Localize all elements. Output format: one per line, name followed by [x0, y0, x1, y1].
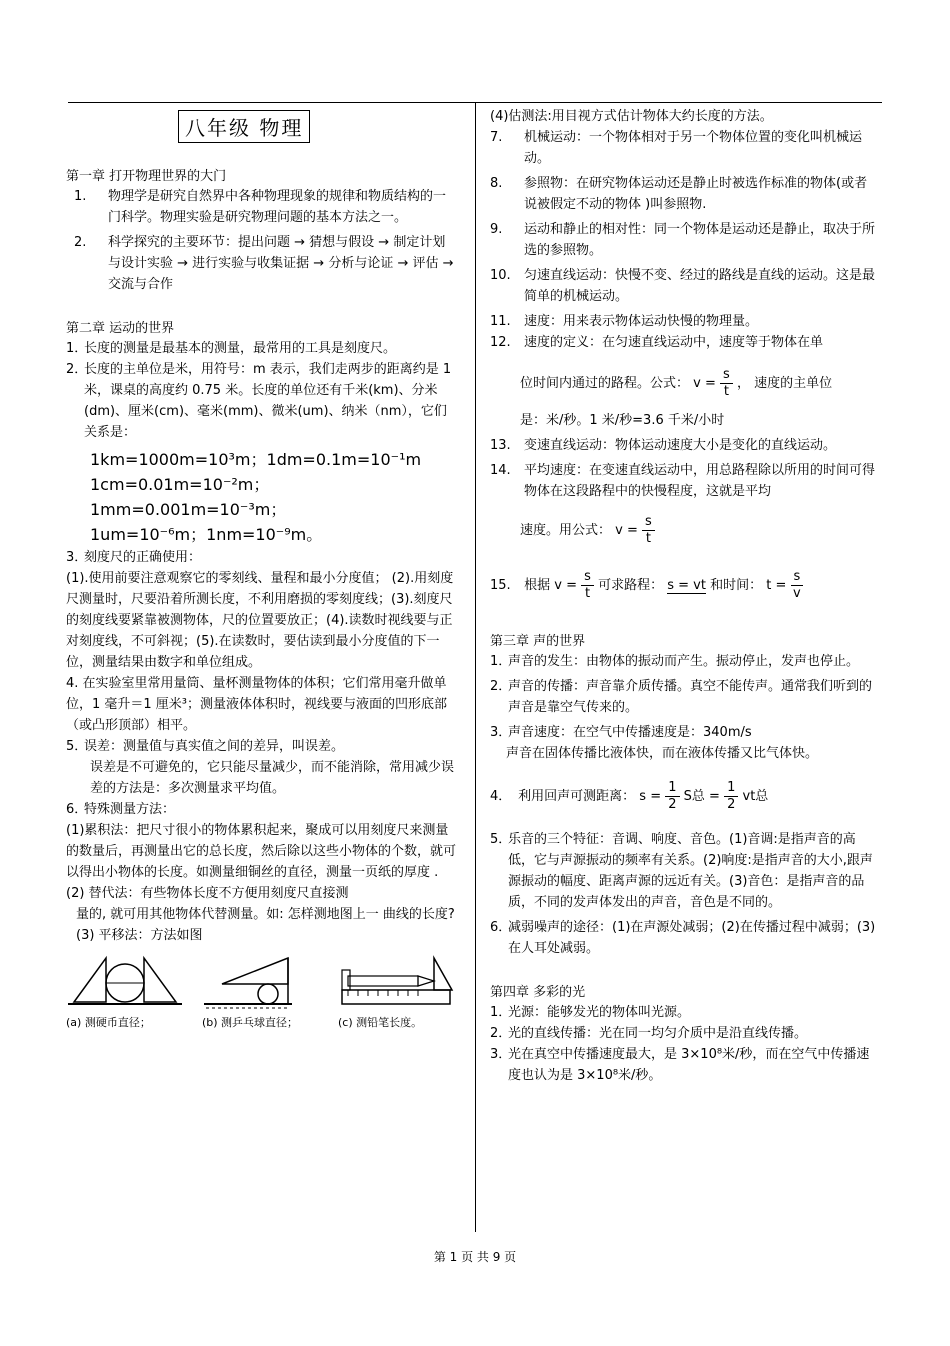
formula-distance: s = vt: [667, 578, 706, 593]
chapter4-heading: 第四章 多彩的光: [490, 985, 586, 1000]
item-text: 刻度尺的正确使用：: [84, 550, 202, 565]
item-text: 声音的发生：由物体的振动而产生。振动停止，发声也停止。: [508, 654, 860, 669]
item-number: 2．: [66, 362, 88, 377]
figure-captions: [66, 1012, 458, 1030]
ch3-item-4: 4． 利用回声可测距离： s = $\frac{1}{2}$ S总 = $\frac{1}{2}$ vt总: [490, 780, 769, 812]
item-text: 科学探究的主要环节：提出问题 → 猜想与假设 → 制定计划与设计实验 → 进行实验与收集证据 → 分析与论证 → 评估 →交流与合作: [108, 235, 454, 292]
ch2-item-1: [66, 338, 458, 359]
unit-relation-3: 1um=10⁻⁶m；1nm=10⁻⁹m。: [90, 525, 323, 544]
item-13: [490, 435, 880, 456]
numerator: s: [581, 569, 594, 586]
item-14: [490, 460, 880, 502]
item-15: [490, 569, 880, 602]
ch2-item-3: [66, 547, 458, 568]
item-text: 特殊测量方法：: [84, 802, 176, 817]
substitution-method-b: 量的, 就可用其他物体代替测量。如: 怎样测地图上一 曲线的长度?: [76, 907, 455, 922]
item-number: 14.: [490, 463, 511, 478]
echo-s-total: S总 =: [683, 789, 720, 804]
item-number: 3．: [490, 1047, 512, 1062]
item-number: 5．: [490, 832, 512, 847]
item-number: 1．: [66, 341, 88, 356]
caption-c: (c) 测铅笔长度。: [338, 1016, 423, 1029]
ch4-item-3: [490, 1044, 880, 1086]
measurement-figures: [66, 952, 458, 1010]
item-text: 速度的定义：在匀速直线运动中，速度等于物体在单: [524, 335, 824, 350]
substitution-method-a: (2) 替代法：有些物体长度不方便用刻度尺直接测: [66, 886, 349, 901]
speed-definition-cont: 位时间内通过的路程。公式：: [520, 376, 690, 391]
item-text: 乐音的三个特征：音调、响度、音色。(1)音调:是指声音的高低，它与声源振动的频率有关系。(2)响度:是指声音的大小,跟声源振动的幅度、距离声源的远近有关。(3)音色：是指声音的品质，不同的发声体发出的声音，音色是不同的。: [508, 832, 873, 910]
item-8: [490, 173, 880, 215]
sound-speed-comparison: 声音在固体传播比液体快，而在液体传播又比气体快。: [506, 746, 819, 761]
item-text: 变速直线运动：物体运动速度大小是变化的直线运动。: [524, 438, 837, 453]
item-7: [490, 127, 880, 169]
ch1-item-1: [74, 186, 458, 228]
item-number: 12.: [490, 335, 511, 350]
ch2-item-6: [66, 799, 458, 820]
pencil-length-figure: [338, 952, 456, 1010]
item-text: 光的直线传播：光在同一均匀介质中是沿直线传播。: [508, 1026, 808, 1041]
page-title: 八年级 物理: [178, 110, 310, 143]
ch4-item-2: [490, 1023, 880, 1044]
ch2-item-4: 4. 在实验室里常用量筒、量杯测量物体的体积；它们常用毫升做单位，1 毫升＝1 厘米³；测量液体体积时，视线要与液面的凹形底部（或凸形顶部）相平。: [66, 676, 448, 733]
item-9: [490, 219, 880, 261]
item-number: 13.: [490, 438, 511, 453]
fraction-s-over-v: [791, 569, 804, 602]
item-number: 7.: [490, 130, 503, 145]
item-text: 声音速度：在空气中传播速度是：340m/s: [508, 725, 752, 740]
denominator: v: [793, 586, 801, 601]
left-column: [66, 106, 458, 1030]
item-number: 1．: [490, 654, 512, 669]
item-12: [490, 332, 880, 353]
item-text: 运动和静止的相对性：同一个物体是运动还是静止，取决于所选的参照物。: [524, 222, 876, 258]
ch3-item-5: [490, 829, 880, 913]
ch1-item-2: [74, 232, 458, 295]
item-number: 6．: [490, 920, 512, 935]
ch2-item-2: [66, 359, 458, 443]
ch4-item-1: [490, 1002, 880, 1023]
item-text: 长度的主单位是米，用符号：m 表示，我们走两步的距离约是 1 米，课桌的高度约 0.75 米。长度的单位还有千米(km)、分米(dm)、厘米(cm)、毫米(mm)、微米(um)、纳米（nm），它们关系是：: [84, 362, 452, 440]
item-number: 6．: [66, 802, 88, 817]
item-number: 10.: [490, 268, 511, 283]
chapter3-heading: 第三章 声的世界: [490, 634, 586, 649]
item-text: 长度的测量是最基本的测量，最常用的工具是刻度尺。: [84, 341, 397, 356]
caption-b: (b) 测乒乓球直径；: [202, 1016, 299, 1029]
denominator: t: [723, 384, 729, 399]
item-number: 3．: [66, 550, 88, 565]
echo-vt: vt总: [742, 789, 769, 804]
fraction-s-over-t: [720, 367, 733, 400]
item-text: 声音的传播：声音靠介质传播。真空不能传声。通常我们听到的声音是靠空气传来的。: [508, 679, 873, 715]
item-text: 光在真空中传播速度最大，是 3×10⁸米/秒，而在空气中传播速度也认为是 3×10⁸米/秒。: [508, 1047, 870, 1083]
page-footer: 第 1 页 共 9 页: [433, 1250, 517, 1264]
ch3-item-2: [490, 676, 880, 718]
item-number: 15.: [490, 578, 511, 593]
numerator: s: [720, 367, 733, 384]
ch3-item-3: [490, 722, 880, 743]
numerator: s: [642, 514, 655, 531]
speed-unit-line: 是：米/秒。1 米/秒=3.6 千米/小时: [520, 413, 725, 428]
fraction-half: $\frac{1}{2}$: [665, 780, 679, 813]
echo-text: 利用回声可测距离：: [518, 789, 636, 804]
accumulation-method: (1)累积法：把尺寸很小的物体累积起来，聚成可以用刻度尺来测量的数量后，再测量出它的总长度，然后除以这些小物体的个数，就可以得出小物体的长度。如测量细铜丝的直径，测量一页纸的厚度 .: [66, 823, 457, 880]
average-speed-formula: [490, 514, 880, 547]
ch3-item-6: [490, 917, 880, 959]
item-number: 2．: [490, 679, 512, 694]
unit-relation-2: 1cm=0.01m=10⁻²m；1mm=0.001m=10⁻³m；: [90, 475, 287, 519]
caption-a: (a) 测硬币直径；: [66, 1016, 151, 1029]
formula-v: v =: [693, 376, 716, 391]
item-10: [490, 265, 880, 307]
formula-text: 可求路程：: [598, 578, 664, 593]
chapter2-heading: 第二章 运动的世界: [66, 321, 175, 336]
formula-text: 根据 v =: [524, 578, 577, 593]
item-text: 平均速度：在变速直线运动中，用总路程除以所用的时间可得物体在这段路程中的快慢程度，这就是平均: [524, 463, 876, 499]
item-number: 2.: [74, 235, 87, 250]
speed-formula-line: [490, 367, 880, 400]
formula-text: 和时间： t =: [710, 578, 787, 593]
item-11: [490, 311, 880, 332]
column-divider: [475, 102, 476, 1232]
chapter1-heading: 第一章 打开物理世界的大门: [66, 169, 227, 184]
item-text: 误差：测量值与真实值之间的差异，叫误差。: [84, 739, 345, 754]
estimation-method: (4)估测法:用目视方式估计物体大约长度的方法。: [490, 109, 773, 124]
item-number: 5．: [66, 739, 88, 754]
fraction-s-over-t: [642, 514, 655, 547]
denominator: t: [584, 586, 591, 601]
item-text: 参照物：在研究物体运动还是静止时被选作标准的物体(或者说被假定不动的物体 )叫参照物.: [524, 176, 868, 212]
error-text: 误差是不可避免的，它只能尽量减少，而不能消除，常用减少误差的方法是：多次测量求平均值。: [90, 760, 455, 796]
speed-unit-intro: ， 速度的主单位: [736, 376, 833, 391]
translation-method: (3) 平移法：方法如图: [76, 928, 203, 943]
item-text: 物理学是研究自然界中各种物理现象的规律和物质结构的一门科学。物理实验是研究物理问题的基本方法之一。: [108, 189, 447, 225]
item-number: 1.: [74, 189, 87, 204]
numerator: s: [791, 569, 804, 586]
item-number: 3．: [490, 725, 512, 740]
average-speed-label: 速度。用公式：: [520, 523, 612, 538]
ch2-item-5: [66, 736, 458, 757]
ch3-item-1: [490, 651, 880, 672]
fraction-half: $\frac{1}{2}$: [724, 780, 738, 813]
formula-v: v =: [615, 523, 638, 538]
unit-relation-1: 1km=1000m=10³m；1dm=0.1m=10⁻¹m: [90, 450, 422, 469]
ruler-usage-text: (1).使用前要注意观察它的零刻线、量程和最小分度值； (2).用刻度尺测量时，尺要沿着所测长度，不利用磨损的零刻度线；(3).刻度尺的刻度线要紧靠被测物体，尺的位置要放正；(4).读数时视线要与正对刻度线，不可斜视；(5).在读数时，要估读到最小分度值的下一位，测量结果由数字和单位组成。: [66, 571, 454, 670]
item-number: 8.: [490, 176, 503, 191]
item-number: 9.: [490, 222, 503, 237]
item-text: 减弱噪声的途径：(1)在声源处减弱；(2)在传播过程中减弱；(3)在人耳处减弱。: [508, 920, 876, 956]
item-text: 匀速直线运动：快慢不变、经过的路线是直线的运动。这是最简单的机械运动。: [524, 268, 876, 304]
fraction-s-over-t: [581, 569, 594, 602]
item-number: 2．: [490, 1026, 512, 1041]
ball-diameter-figure: [202, 952, 320, 1010]
item-text: 速度：用来表示物体运动快慢的物理量。: [524, 314, 759, 329]
coin-diameter-figure: [66, 952, 184, 1010]
right-column: [490, 106, 880, 1086]
item-text: 光源：能够发光的物体叫光源。: [508, 1005, 691, 1020]
echo-s: s =: [639, 789, 662, 804]
item-number: 11.: [490, 314, 511, 329]
denominator: t: [645, 531, 651, 546]
item-text: 机械运动：一个物体相对于另一个物体位置的变化叫机械运动。: [524, 130, 863, 166]
item-number: 1．: [490, 1005, 512, 1020]
